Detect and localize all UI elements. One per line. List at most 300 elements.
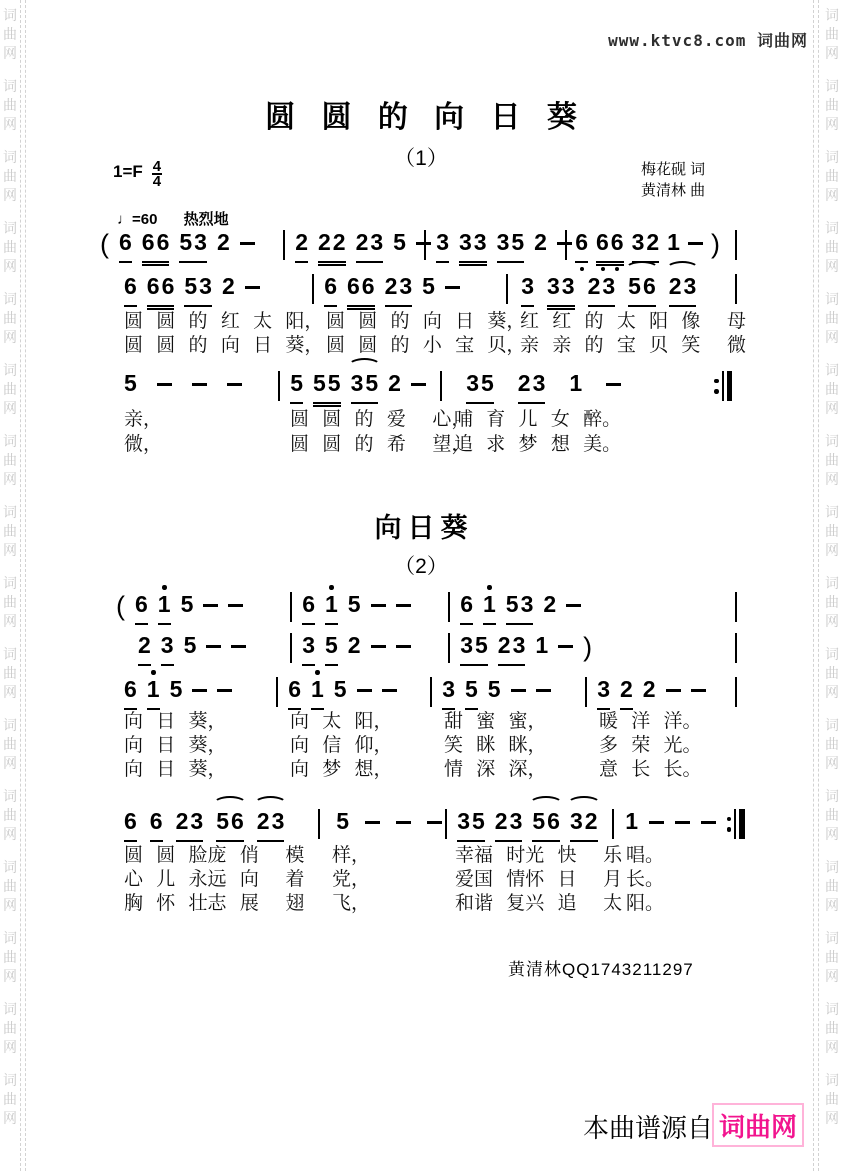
note-digits: 2	[534, 229, 549, 255]
notation-measure	[735, 230, 737, 264]
watermark-char: 词	[825, 78, 839, 94]
notation-measure	[318, 809, 442, 843]
watermark-char: 词	[825, 433, 839, 449]
duration-dash	[566, 604, 581, 607]
watermark-text	[3, 645, 17, 702]
note-group	[176, 809, 204, 842]
note-digits: 6	[135, 591, 150, 617]
watermark-char: 网	[3, 897, 17, 913]
note-group	[547, 274, 575, 307]
watermark-text	[3, 290, 17, 347]
watermark-char: 词	[825, 149, 839, 165]
watermark-char: 网	[825, 826, 839, 842]
watermark-char: 曲	[3, 878, 17, 894]
watermark-char: 网	[825, 45, 839, 61]
notation-measure	[278, 371, 426, 405]
duration-dash	[228, 604, 243, 607]
note-digits: 23	[587, 273, 618, 299]
watermark-text	[825, 574, 839, 631]
octave-dot-low	[580, 267, 585, 272]
notation-measure	[506, 273, 699, 308]
note-group	[518, 371, 546, 404]
barline	[278, 371, 280, 401]
barline	[448, 592, 450, 622]
note-group	[348, 633, 361, 664]
lyric-line: 胸 怀 壮志 展 翅	[124, 893, 305, 914]
notation-measure	[138, 633, 246, 667]
watermark-char: 网	[3, 968, 17, 984]
note-digits: 3	[597, 676, 612, 702]
note-digits: 56	[216, 808, 246, 834]
part-number-1: （1）	[394, 147, 448, 170]
note-digits: 32	[569, 808, 600, 834]
notation-measure	[424, 230, 572, 264]
note-group	[184, 274, 212, 307]
note-group	[302, 633, 315, 666]
duration-dash	[203, 604, 218, 607]
left-dashed-border	[20, 0, 21, 1171]
note-group	[142, 230, 170, 263]
lyric-line: 亲，	[124, 409, 163, 430]
duration-dash	[365, 821, 380, 824]
note-digits: 5	[180, 591, 196, 617]
note-digits: 23	[256, 808, 287, 834]
note-group	[569, 370, 585, 402]
duration-dash	[558, 645, 573, 648]
open-paren: (	[100, 229, 109, 259]
lyric-line: 阳。	[626, 893, 665, 914]
slur-arc	[666, 261, 700, 277]
watermark-char: 网	[3, 329, 17, 345]
note-group	[521, 274, 534, 307]
watermark-char: 曲	[3, 523, 17, 539]
watermark-char: 网	[3, 1039, 17, 1055]
lyric-line: 笑 眯 眯，	[444, 735, 547, 756]
barline	[735, 677, 737, 707]
watermark-text	[825, 645, 839, 702]
note-group	[170, 677, 183, 708]
watermark-char: 曲	[825, 594, 839, 610]
lyric-line: 暖 洋 洋。	[599, 711, 702, 732]
notation-measure	[440, 371, 621, 405]
watermark-char: 网	[3, 116, 17, 132]
right-dashed-border-inner	[813, 0, 814, 1171]
watermark-char: 网	[825, 968, 839, 984]
note-group	[570, 809, 598, 842]
watermark-char: 网	[3, 542, 17, 558]
watermark-text	[3, 787, 17, 844]
barline	[290, 592, 292, 622]
note-digits: 2	[216, 229, 232, 255]
repeat-end-sign	[727, 809, 745, 839]
watermark-char: 曲	[3, 736, 17, 752]
time-signature-numerator: 4	[152, 158, 162, 175]
note-digits: 55	[312, 370, 343, 396]
octave-dot-high	[151, 670, 156, 675]
barline	[735, 274, 737, 304]
lyric-line: 亲 亲 的 宝 贝 笑 微	[520, 335, 746, 356]
note-group	[498, 633, 526, 666]
watermark-char: 网	[825, 613, 839, 629]
watermark-char: 网	[3, 1110, 17, 1126]
watermark-char: 网	[825, 1110, 839, 1126]
right-dashed-border	[818, 0, 819, 1171]
lyric-line: 圆 圆 脸庞 俏 模	[124, 845, 305, 866]
site-watermark-text: www.ktvc8.com 词曲网	[608, 31, 808, 50]
watermark-char: 网	[825, 471, 839, 487]
lyric-line: 爱国 情怀 日 月	[455, 869, 623, 890]
note-digits: 3	[436, 229, 451, 255]
note-digits: 23	[497, 632, 528, 658]
watermark-text	[825, 858, 839, 915]
barline	[440, 371, 442, 401]
watermark-char: 词	[3, 930, 17, 946]
watermark-char: 曲	[825, 1091, 839, 1107]
watermark-char: 词	[3, 1072, 17, 1088]
second-beam-line	[142, 264, 170, 267]
close-paren: )	[710, 229, 720, 259]
expression-marking: 热烈地	[183, 211, 229, 228]
watermark-text	[825, 716, 839, 773]
watermark-char: 词	[3, 1001, 17, 1017]
note-digits: 32	[631, 229, 662, 255]
watermark-char: 词	[3, 575, 17, 591]
note-digits: 66	[595, 229, 626, 255]
lyricist: 梅花砚 词	[641, 161, 706, 178]
lyric-line: 长。	[626, 869, 665, 890]
note-digits: 5	[333, 676, 349, 702]
duration-dash	[206, 645, 221, 648]
duration-dash	[217, 689, 232, 692]
note-digits: 3	[521, 273, 536, 299]
note-digits: 1	[535, 632, 551, 658]
notation-measure	[124, 371, 242, 405]
watermark-char: 曲	[3, 1020, 17, 1036]
note-group	[669, 274, 697, 307]
watermark-char: 曲	[825, 26, 839, 42]
note-digits: 1	[667, 229, 682, 255]
watermark-char: 词	[825, 1001, 839, 1017]
lyric-line: 情 深 深，	[444, 759, 547, 780]
note-group	[147, 274, 175, 307]
duration-dash	[231, 645, 246, 648]
slur-arc	[254, 796, 288, 812]
duration-dash	[649, 821, 664, 824]
note-digits: 5	[336, 808, 351, 834]
note-group	[313, 371, 341, 404]
note-digits: 3	[442, 676, 457, 702]
watermark-char: 词	[825, 7, 839, 23]
barline	[290, 633, 292, 663]
note-digits: 2	[543, 591, 559, 617]
note-digits: 22	[317, 229, 348, 255]
second-beam-line	[459, 264, 487, 267]
watermark-char: 曲	[3, 239, 17, 255]
note-group	[324, 274, 337, 307]
note-digits: 23	[668, 273, 699, 299]
watermark-text	[825, 6, 839, 63]
note-digits: 2	[347, 632, 363, 658]
note-group	[466, 371, 494, 404]
duration-dash	[691, 689, 706, 692]
note-digits: 6	[149, 808, 165, 834]
note-digits: 6	[119, 229, 134, 255]
watermark-char: 曲	[825, 310, 839, 326]
note-digits: 5	[464, 676, 480, 702]
watermark-char: 网	[3, 755, 17, 771]
octave-dot-high	[487, 585, 492, 590]
watermark-char: 网	[825, 684, 839, 700]
watermark-char: 网	[825, 400, 839, 416]
note-digits: 5	[347, 591, 363, 617]
note-group	[457, 809, 485, 842]
note-digits: 23	[355, 229, 386, 255]
watermark-char: 网	[825, 1039, 839, 1055]
lyric-line: 向 日 葵，	[124, 735, 227, 756]
notation-measure	[100, 230, 255, 264]
note-group	[495, 809, 523, 842]
duration-dash	[536, 689, 551, 692]
watermark-char: 曲	[3, 168, 17, 184]
notation-measure	[283, 230, 431, 264]
watermark-char: 曲	[3, 452, 17, 468]
note-digits: 56	[532, 808, 562, 834]
lyric-line: 向 信 仰，	[290, 735, 393, 756]
note-digits: 3	[302, 632, 317, 658]
duration-dash	[675, 821, 690, 824]
watermark-char: 曲	[825, 1020, 839, 1036]
watermark-text	[825, 1071, 839, 1128]
octave-dot-high	[315, 670, 320, 675]
note-digits: 6	[460, 591, 475, 617]
note-digits: 53	[179, 229, 209, 255]
lyric-line: 和谐 复兴 追 太	[455, 893, 623, 914]
duration-dash	[666, 689, 681, 692]
lyric-line: 微，	[124, 434, 163, 455]
watermark-char: 曲	[3, 310, 17, 326]
duration-dash	[245, 286, 260, 289]
watermark-text	[3, 858, 17, 915]
note-digits: 1	[482, 591, 498, 617]
tempo-marking	[117, 208, 229, 229]
octave-dot-high	[329, 585, 334, 590]
duration-dash	[411, 383, 426, 386]
note-digits: 23	[494, 808, 525, 834]
second-beam-line	[318, 264, 346, 267]
note-digits: 35	[496, 229, 527, 255]
note-digits: 2	[221, 273, 237, 299]
note-group	[388, 371, 401, 402]
note-group	[179, 230, 207, 263]
lyric-line: 向 梦 想，	[290, 759, 393, 780]
lyric-line: 多 荣 光。	[599, 735, 702, 756]
duration-dash	[240, 242, 255, 245]
watermark-char: 词	[3, 433, 17, 449]
watermark-char: 词	[825, 930, 839, 946]
watermark-char: 词	[825, 859, 839, 875]
note-digits: 2	[619, 676, 635, 702]
lyric-line: 圆 圆 的 红 太 阳，	[124, 311, 324, 332]
watermark-char: 词	[3, 291, 17, 307]
note-group	[436, 230, 449, 263]
watermark-text	[825, 432, 839, 489]
note-digits: 5	[169, 676, 185, 702]
source-attribution: 本曲谱源自	[583, 1113, 714, 1143]
note-digits: 5	[324, 632, 340, 658]
notation-measure	[735, 274, 737, 308]
note-group	[138, 633, 151, 666]
lyric-line: 圆 圆 的 希 望，	[290, 434, 471, 455]
watermark-char: 曲	[3, 807, 17, 823]
note-group	[532, 809, 560, 842]
lyric-line: 意 长 长。	[599, 759, 702, 780]
watermark-char: 网	[3, 400, 17, 416]
barline	[318, 809, 320, 839]
note-group	[543, 591, 559, 623]
duration-dash	[192, 383, 207, 386]
note-digits: 33	[458, 229, 489, 255]
note-digits: 35	[466, 370, 496, 396]
watermark-text	[3, 219, 17, 276]
note-group	[124, 809, 137, 842]
note-digits: 66	[346, 273, 377, 299]
key-signature	[113, 158, 162, 190]
section2-title: 向日葵	[374, 513, 474, 543]
barline	[585, 677, 587, 707]
duration-dash	[192, 689, 207, 692]
watermark-char: 曲	[825, 452, 839, 468]
note-digits: 6	[575, 229, 590, 255]
watermark-char: 词	[3, 149, 17, 165]
barline	[445, 809, 447, 839]
barline	[276, 677, 278, 707]
watermark-text	[3, 361, 17, 418]
slur-arc	[348, 358, 382, 374]
watermark-char: 网	[825, 897, 839, 913]
note-group	[124, 274, 137, 307]
watermark-char: 词	[825, 646, 839, 662]
note-digits: 1	[324, 591, 340, 617]
note-group	[318, 230, 346, 263]
watermark-char: 网	[3, 684, 17, 700]
key-label: 1=F	[113, 162, 143, 181]
note-group	[460, 592, 473, 625]
watermark-char: 词	[3, 859, 17, 875]
notation-measure	[124, 274, 260, 308]
left-dashed-border-inner	[25, 0, 26, 1171]
note-group	[217, 230, 230, 261]
note-digits: 53	[184, 273, 214, 299]
note-group	[325, 592, 338, 625]
watermark-char: 曲	[825, 736, 839, 752]
watermark-char: 网	[3, 187, 17, 203]
watermark-char: 词	[3, 362, 17, 378]
note-group	[393, 230, 406, 261]
notation-measure	[290, 633, 411, 667]
watermark-char: 网	[3, 613, 17, 629]
note-digits: 2	[295, 229, 310, 255]
duration-dash	[511, 689, 526, 692]
note-group	[222, 274, 235, 305]
lyric-line: 红 红 的 太 阳 像 母	[520, 311, 746, 332]
note-group	[488, 677, 501, 708]
note-digits: 3	[160, 632, 176, 658]
watermark-text	[825, 787, 839, 844]
barline	[565, 230, 567, 260]
note-digits: 5	[393, 229, 408, 255]
note-digits: 53	[505, 591, 536, 617]
note-digits: 6	[124, 808, 139, 834]
watermark-char: 词	[825, 717, 839, 733]
watermark-char: 词	[825, 220, 839, 236]
barline	[283, 230, 285, 260]
notation-measure	[116, 592, 243, 626]
duration-dash	[227, 383, 242, 386]
note-group	[643, 677, 656, 708]
watermark-char: 曲	[3, 949, 17, 965]
part-number-2: （2）	[394, 555, 448, 578]
lyric-line: 唱。	[626, 845, 665, 866]
note-group	[497, 230, 525, 263]
note-group	[184, 633, 197, 664]
brand-logo-text: 词曲网	[718, 1111, 797, 1142]
note-digits: 2	[388, 370, 403, 396]
note-group	[506, 592, 534, 625]
watermark-char: 曲	[825, 949, 839, 965]
notation-measure	[612, 809, 745, 843]
barline	[312, 274, 314, 304]
lyric-line: 圆 圆 的 爱 心，	[290, 409, 471, 430]
watermark-char: 词	[825, 788, 839, 804]
lyric-line: 向 太 阳，	[290, 711, 393, 732]
note-group	[216, 809, 244, 842]
notation-measure	[290, 592, 411, 626]
watermark-char: 词	[825, 1072, 839, 1088]
watermark-text	[825, 1000, 839, 1057]
notation-measure	[735, 633, 737, 667]
duration-dash	[688, 242, 703, 245]
watermark-char: 网	[3, 826, 17, 842]
lyric-line: 甜 蜜 蜜，	[444, 711, 547, 732]
watermark-text	[3, 716, 17, 773]
watermark-char: 曲	[825, 523, 839, 539]
slur-arc	[529, 796, 563, 812]
note-digits: 5	[124, 370, 139, 396]
note-group	[483, 592, 496, 625]
note-digits: 35	[457, 808, 487, 834]
duration-dash	[445, 286, 460, 289]
notation-measure	[448, 592, 581, 626]
note-digits: 5	[290, 370, 305, 396]
time-signature	[152, 160, 162, 188]
note-group	[150, 809, 163, 842]
watermark-char: 词	[825, 575, 839, 591]
note-group	[534, 230, 547, 261]
lyric-line: 向 日 葵，	[124, 759, 227, 780]
barline	[424, 230, 426, 260]
second-beam-line	[596, 264, 624, 267]
note-group	[625, 809, 638, 840]
watermark-char: 曲	[825, 239, 839, 255]
watermark-char: 词	[3, 646, 17, 662]
note-group	[347, 274, 375, 307]
watermark-char: 曲	[825, 381, 839, 397]
note-digits: 1	[569, 370, 585, 396]
note-digits: 66	[146, 273, 177, 299]
watermark-text	[825, 219, 839, 276]
duration-dash	[371, 645, 386, 648]
note-group	[632, 230, 660, 263]
